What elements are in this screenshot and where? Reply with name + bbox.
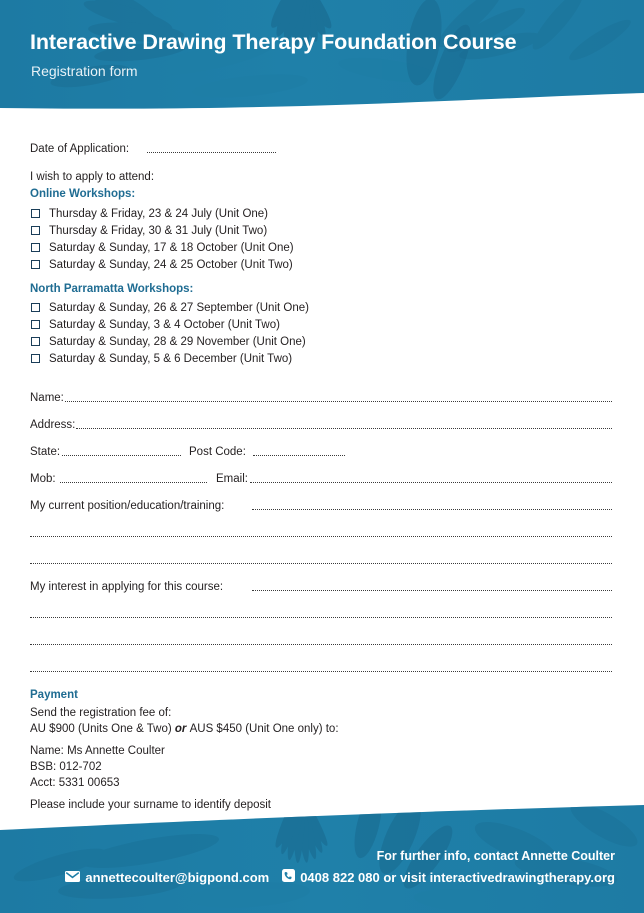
mob-input[interactable]	[60, 482, 207, 483]
position-input-line-3[interactable]	[30, 563, 612, 564]
postcode-label: Post Code:	[189, 446, 246, 458]
apply-intro-text: I wish to apply to attend:	[30, 171, 155, 183]
payment-account-number: Acct: 5331 00653	[30, 777, 120, 789]
parramatta-option-label: Saturday & Sunday, 3 & 4 October (Unit Two)	[49, 319, 280, 331]
payment-fee-single: AUS $450 (Unit One only) to:	[189, 723, 339, 735]
parramatta-option-2[interactable]	[31, 332, 306, 350]
parramatta-option-3[interactable]	[31, 349, 292, 367]
date-of-application-input[interactable]	[147, 152, 276, 153]
online-option-1[interactable]	[31, 221, 267, 239]
checkbox-online-1[interactable]	[31, 226, 40, 235]
online-option-label: Saturday & Sunday, 24 & 25 October (Unit Two)	[49, 259, 293, 271]
parramatta-option-label: Saturday & Sunday, 5 & 6 December (Unit Two)	[49, 353, 293, 365]
online-option-label: Thursday & Friday, 23 & 24 July (Unit One)	[49, 208, 269, 220]
online-option-3[interactable]	[31, 255, 293, 273]
footer-contact-details	[65, 869, 615, 885]
page-subtitle: Registration form	[31, 63, 138, 79]
payment-bsb: BSB: 012-702	[30, 761, 102, 773]
payment-instruction: Send the registration fee of:	[30, 707, 172, 719]
mob-label: Mob:	[30, 473, 56, 485]
checkbox-parramatta-3[interactable]	[31, 354, 40, 363]
envelope-icon	[65, 870, 80, 885]
header-background	[0, 0, 644, 122]
payment-heading: Payment	[30, 689, 78, 701]
checkbox-parramatta-0[interactable]	[31, 303, 40, 312]
online-option-2[interactable]	[31, 238, 294, 256]
position-label: My current position/education/training:	[30, 500, 225, 512]
address-label: Address:	[30, 419, 76, 431]
interest-label: My interest in applying for this course:	[30, 581, 224, 593]
payment-account-name: Name: Ms Annette Coulter	[30, 745, 165, 757]
interest-input-line-2[interactable]	[30, 617, 612, 618]
page-footer	[0, 791, 644, 913]
interest-input[interactable]	[252, 590, 612, 591]
postcode-input[interactable]	[253, 455, 345, 456]
email-label: Email:	[216, 473, 248, 485]
online-workshops-heading: Online Workshops:	[30, 188, 136, 200]
payment-fee-full: AU $900 (Units One & Two)	[30, 723, 172, 735]
parramatta-option-1[interactable]	[31, 315, 280, 333]
parramatta-option-label: Saturday & Sunday, 28 & 29 November (Unit One)	[49, 336, 306, 348]
state-label: State:	[30, 446, 61, 458]
online-option-label: Saturday & Sunday, 17 & 18 October (Unit One)	[49, 242, 294, 254]
phone-icon	[282, 869, 295, 885]
page-header	[0, 0, 644, 122]
footer-contact-line: For further info, contact Annette Coulter	[376, 849, 615, 863]
payment-fee-separator: or	[174, 723, 187, 735]
position-input[interactable]	[252, 509, 612, 510]
payment-fee-line	[30, 722, 339, 736]
footer-email[interactable]: annettecoulter@bigpond.com	[85, 869, 270, 885]
state-input[interactable]	[62, 455, 181, 456]
checkbox-online-0[interactable]	[31, 209, 40, 218]
parramatta-option-0[interactable]	[31, 298, 309, 316]
name-label: Name:	[30, 392, 64, 404]
address-input[interactable]	[76, 428, 612, 429]
payment-note: Please include your surname to identify deposit	[30, 799, 272, 811]
online-option-label: Thursday & Friday, 30 & 31 July (Unit Two)	[49, 225, 268, 237]
position-input-line-2[interactable]	[30, 536, 612, 537]
parramatta-workshops-heading: North Parramatta Workshops:	[30, 283, 194, 295]
checkbox-online-2[interactable]	[31, 243, 40, 252]
parramatta-option-label: Saturday & Sunday, 26 & 27 September (Unit One)	[49, 302, 309, 314]
name-input[interactable]	[65, 401, 612, 402]
online-option-0[interactable]	[31, 204, 268, 222]
checkbox-parramatta-1[interactable]	[31, 320, 40, 329]
page-title: Interactive Drawing Therapy Foundation Course	[30, 30, 517, 54]
date-of-application-label: Date of Application:	[30, 143, 130, 155]
interest-input-line-4[interactable]	[30, 671, 612, 672]
interest-input-line-3[interactable]	[30, 644, 612, 645]
email-input[interactable]	[250, 482, 612, 483]
checkbox-online-3[interactable]	[31, 260, 40, 269]
checkbox-parramatta-2[interactable]	[31, 337, 40, 346]
footer-phone-and-website[interactable]: 0408 822 080 or visit interactivedrawingtherapy.org	[300, 869, 615, 885]
